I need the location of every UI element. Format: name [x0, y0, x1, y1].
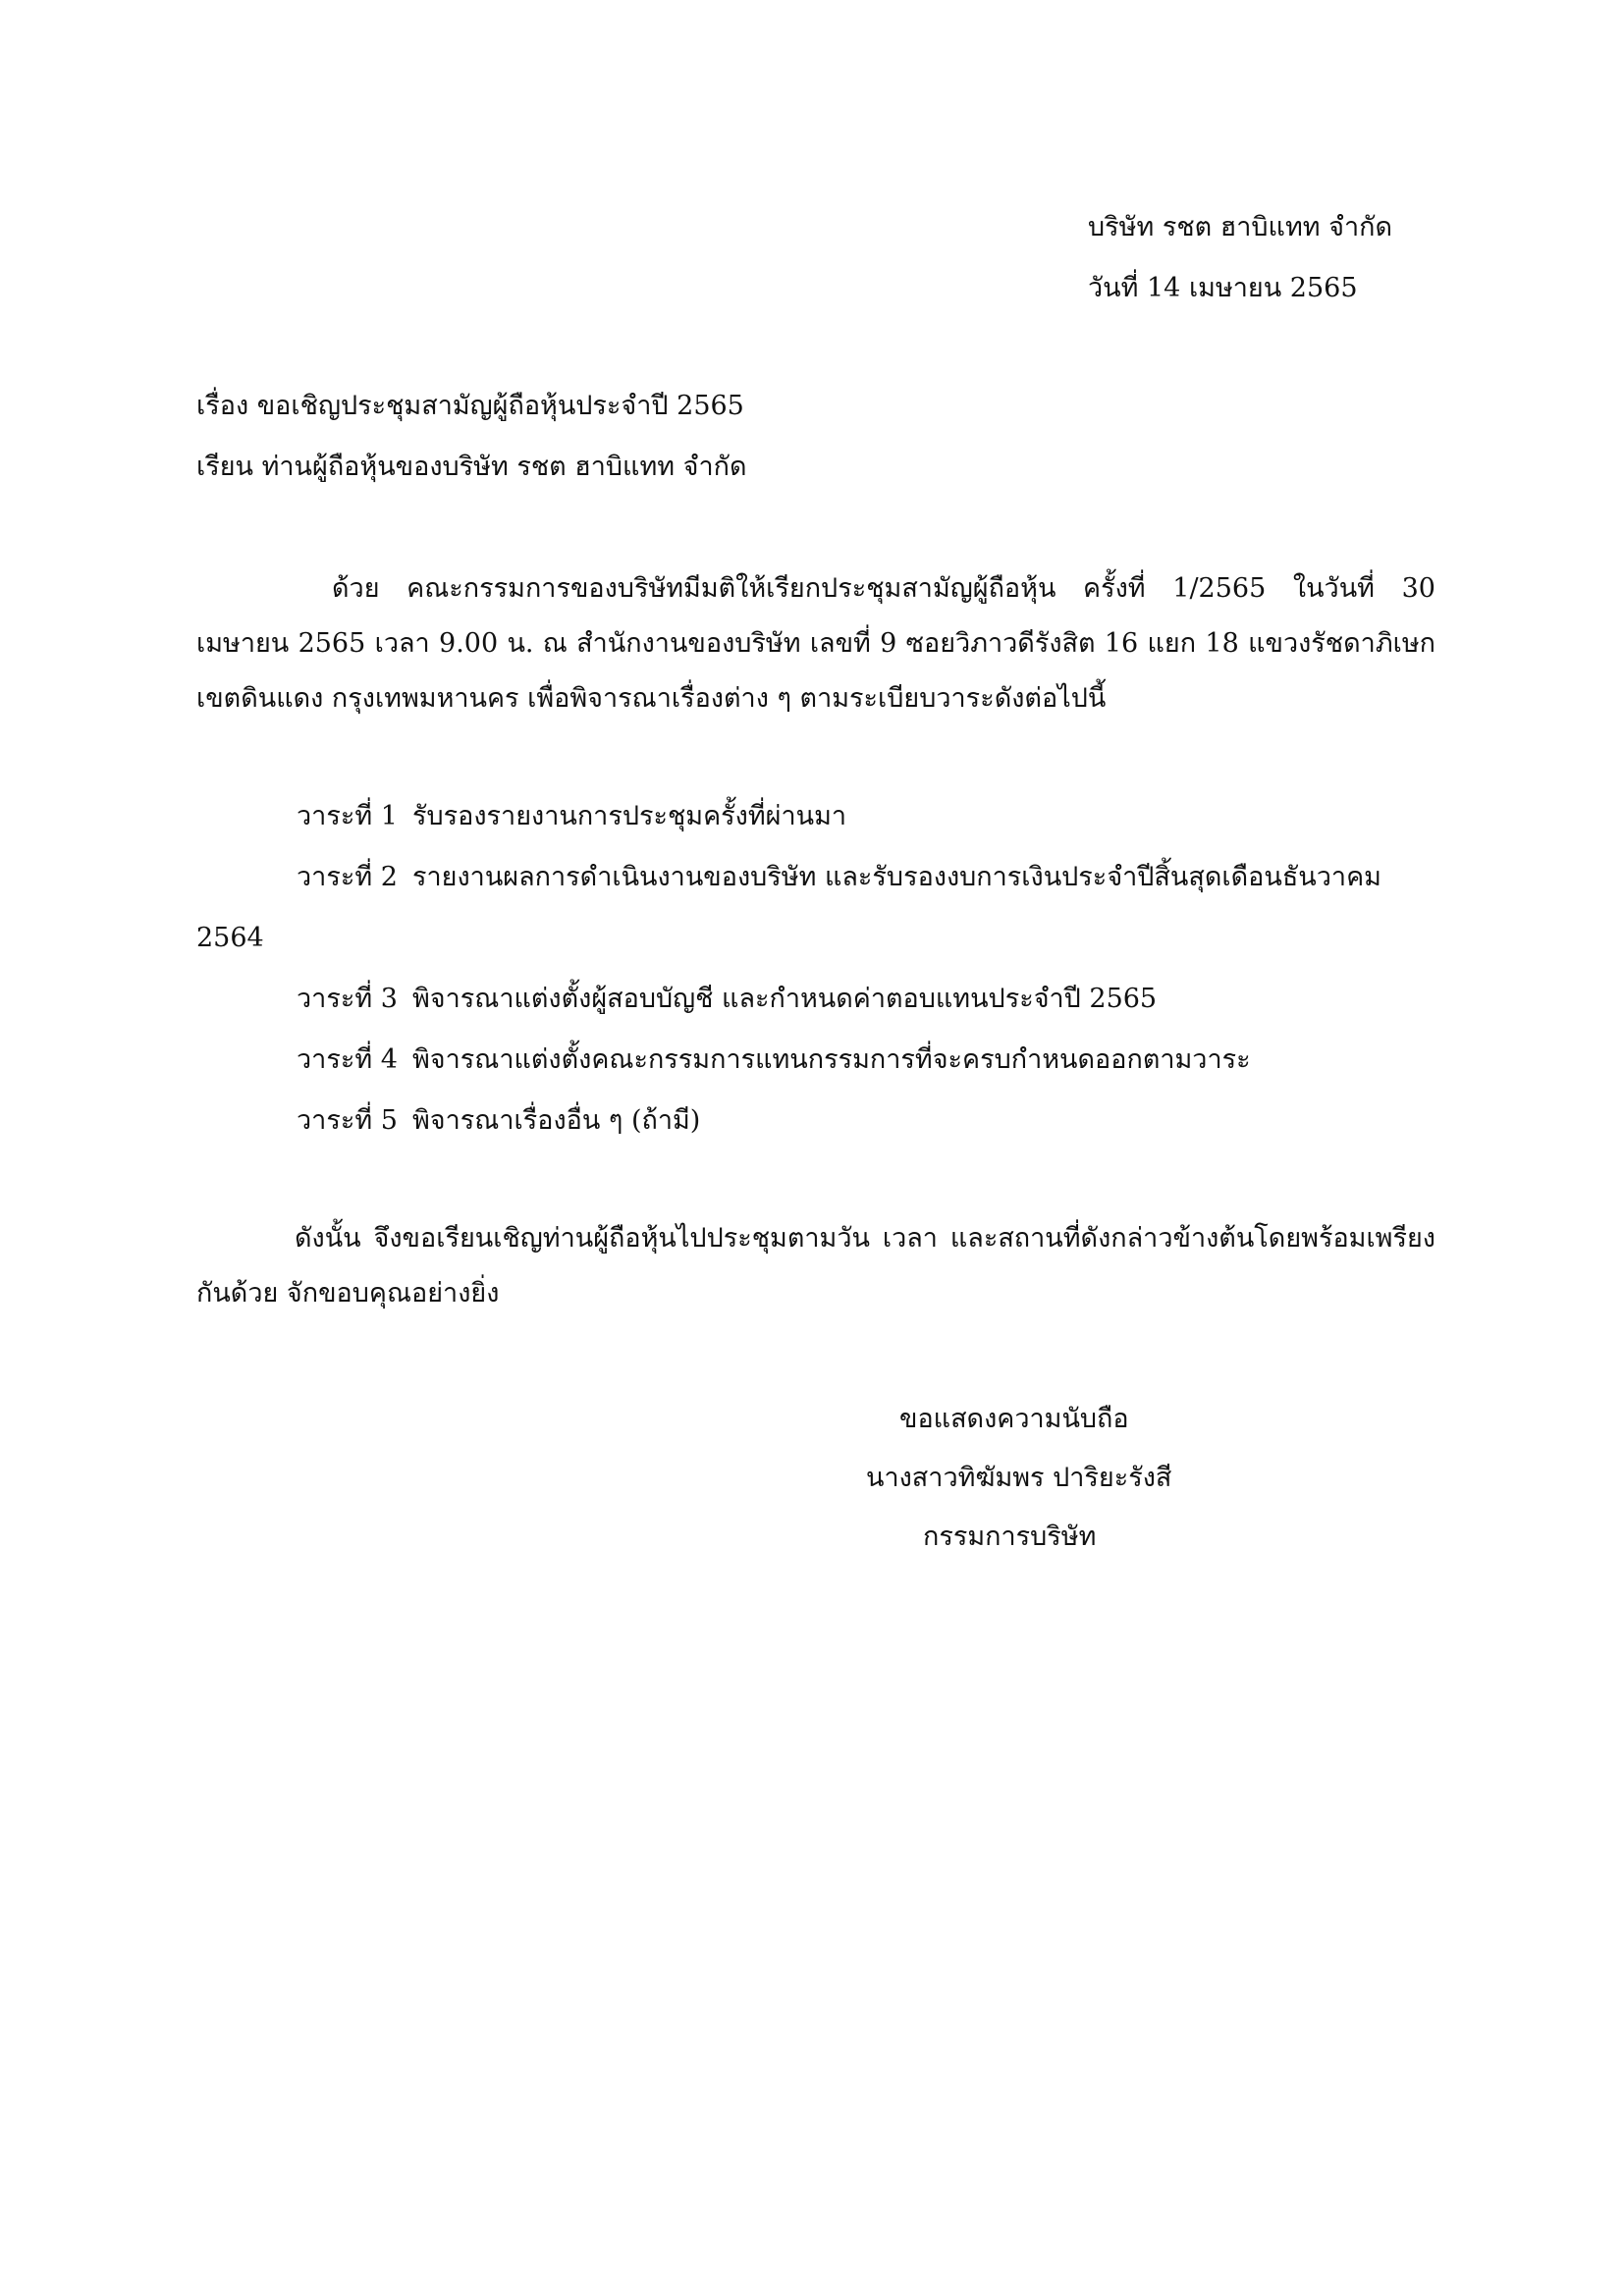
recipient-line: เรียน ท่านผู้ถือหุ้นของบริษัท รชต ฮาบิแทท จำกัด	[196, 452, 747, 482]
agenda-item-3	[297, 982, 1157, 1017]
closing-paragraph	[196, 1211, 1435, 1321]
agenda-number: วาระที่ 2	[297, 862, 398, 892]
intro-text: ด้วย คณะกรรมการของบริษัทมีมติให้เรียกประชุมสามัญผู้ถือหุ้น ครั้งที่ 1/2565 ในวันที่ 30 เมษายน 2565 เวลา 9.00 น. ณ สำนักงานของบริษัท เลขที่ 9 ซอยวิภาวดีรังสิต 16 แยก 18 แขวงรัชดาภิเษก เขตดินแดง กรุงเทพมหานคร เพื่อพิจารณาเรื่องต่าง ๆ ตามระเบียบวาระดังต่อไปนี้	[196, 573, 1435, 714]
letter-date: วันที่ 14 เมษายน 2565	[1088, 273, 1358, 303]
subject-line: เรื่อง ขอเชิญประชุมสามัญผู้ถือหุ้นประจำปี 2565	[196, 391, 744, 421]
intro-paragraph	[196, 561, 1435, 726]
agenda-number: วาระที่ 3	[297, 984, 398, 1014]
company-name: บริษัท รชต ฮาบิแทท จำกัด	[1088, 212, 1392, 242]
agenda-text: พิจารณาแต่งตั้งคณะกรรมการแทนกรรมการที่จะครบกำหนดออกตามวาระ	[412, 1044, 1251, 1075]
agenda-text: รับรองรายงานการประชุมครั้งที่ผ่านมา	[412, 801, 847, 831]
signature-name: นางสาวทิฆัมพร ปาริยะรังสี	[866, 1463, 1172, 1493]
agenda-text: พิจารณาแต่งตั้งผู้สอบบัญชี และกำหนดค่าตอบแทนประจำปี 2565	[412, 984, 1158, 1014]
agenda-item-2	[297, 860, 1381, 895]
agenda-text: พิจารณาเรื่องอื่น ๆ (ถ้ามี)	[412, 1105, 701, 1136]
agenda-item-4	[297, 1042, 1251, 1078]
agenda-number: วาระที่ 1	[297, 801, 398, 831]
agenda-item-1	[297, 799, 846, 834]
signature-salutation: ขอแสดงความนับถือ	[899, 1404, 1129, 1434]
agenda-item-2-continuation: 2564	[196, 923, 264, 953]
agenda-item-5	[297, 1103, 700, 1139]
agenda-text: รายงานผลการดำเนินงานของบริษัท และรับรองงบการเงินประจำปีสิ้นสุดเดือนธันวาคม	[412, 862, 1381, 892]
signature-title: กรรมการบริษัท	[923, 1522, 1097, 1552]
agenda-number: วาระที่ 5	[297, 1105, 398, 1136]
closing-text: ดังนั้น จึงขอเรียนเชิญท่านผู้ถือหุ้นไปประชุมตามวัน เวลา และสถานที่ดังกล่าวข้างต้นโดยพร้อมเพรียงกันด้วย จักขอบคุณอย่างยิ่ง	[196, 1223, 1435, 1308]
agenda-number: วาระที่ 4	[297, 1044, 398, 1075]
